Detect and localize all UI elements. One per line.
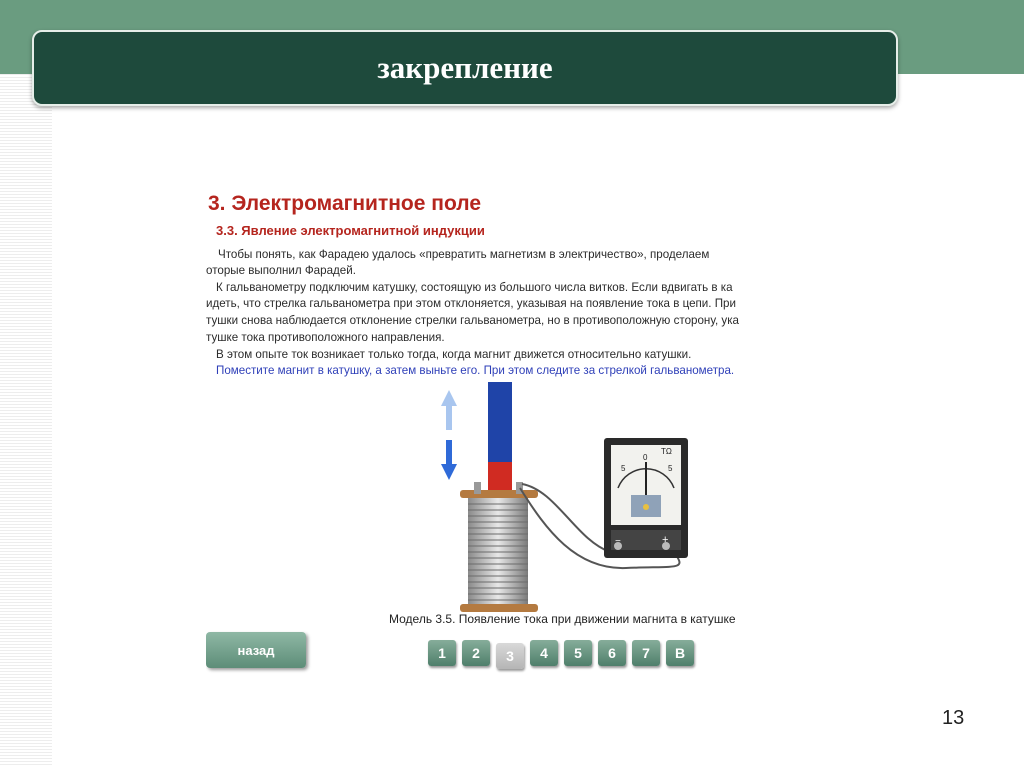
coil <box>460 482 538 612</box>
paragraph-line: оторые выполнил Фарадей. <box>206 264 356 277</box>
lesson-subheading: 3.3. Явление электромагнитной индукции <box>216 223 485 238</box>
page-button-6[interactable]: 6 <box>598 640 626 666</box>
lesson-screenshot <box>206 185 822 685</box>
arrow-up-icon[interactable] <box>441 390 457 430</box>
page-button-1[interactable]: 1 <box>428 640 456 666</box>
title-bar <box>32 30 898 106</box>
paragraph-line: тушки снова наблюдается отклонение стрелки гальванометра, но в противоположную сторону, ука <box>206 314 739 327</box>
lesson-heading: 3. Электромагнитное поле <box>208 192 481 215</box>
left-stripe-decoration <box>0 74 52 767</box>
slide-title: закрепление <box>377 50 553 85</box>
galvanometer <box>604 438 688 558</box>
page-button-3-active[interactable]: 3 <box>496 643 524 669</box>
scale-label-right: 5 <box>668 464 673 473</box>
back-button[interactable]: назад <box>206 632 306 668</box>
page-button-v[interactable]: В <box>666 640 694 666</box>
terminal-minus: − <box>615 536 621 547</box>
slide-number: 13 <box>942 707 965 729</box>
galvanometer-label: ТΩ <box>661 447 672 456</box>
experiment-illustration <box>206 380 822 630</box>
paragraph-line: Чтобы понять, как Фарадею удалось «превратить магнетизм в электричество», проделаем <box>218 248 710 261</box>
page-button-7[interactable]: 7 <box>632 640 660 666</box>
magnet[interactable] <box>488 382 512 504</box>
scale-label-mid: 0 <box>643 453 648 462</box>
terminal-plus: + <box>662 534 669 546</box>
arrow-down-icon[interactable] <box>441 440 457 480</box>
paragraph-line: тушке тока противоположного направления. <box>206 331 445 344</box>
paragraph-line: В этом опыте ток возникает только тогда, когда магнит движется относительно катушки. <box>216 348 692 361</box>
scale-label-left: 5 <box>621 464 626 473</box>
model-caption: Модель 3.5. Появление тока при движении магнита в катушке <box>389 612 736 626</box>
paragraph-line: идеть, что стрелка гальванометра при этом отклоняется, указывая на появление тока в цепи. При <box>206 297 736 310</box>
page-button-2[interactable]: 2 <box>462 640 490 666</box>
page-button-5[interactable]: 5 <box>564 640 592 666</box>
instruction-text: Поместите магнит в катушку, а затем выньте его. При этом следите за стрелкой гальванометра. <box>216 364 735 377</box>
paragraph-line: К гальванометру подключим катушку, состоящую из большого числа витков. Если вдвигать в ка <box>216 281 733 294</box>
page-button-4[interactable]: 4 <box>530 640 558 666</box>
